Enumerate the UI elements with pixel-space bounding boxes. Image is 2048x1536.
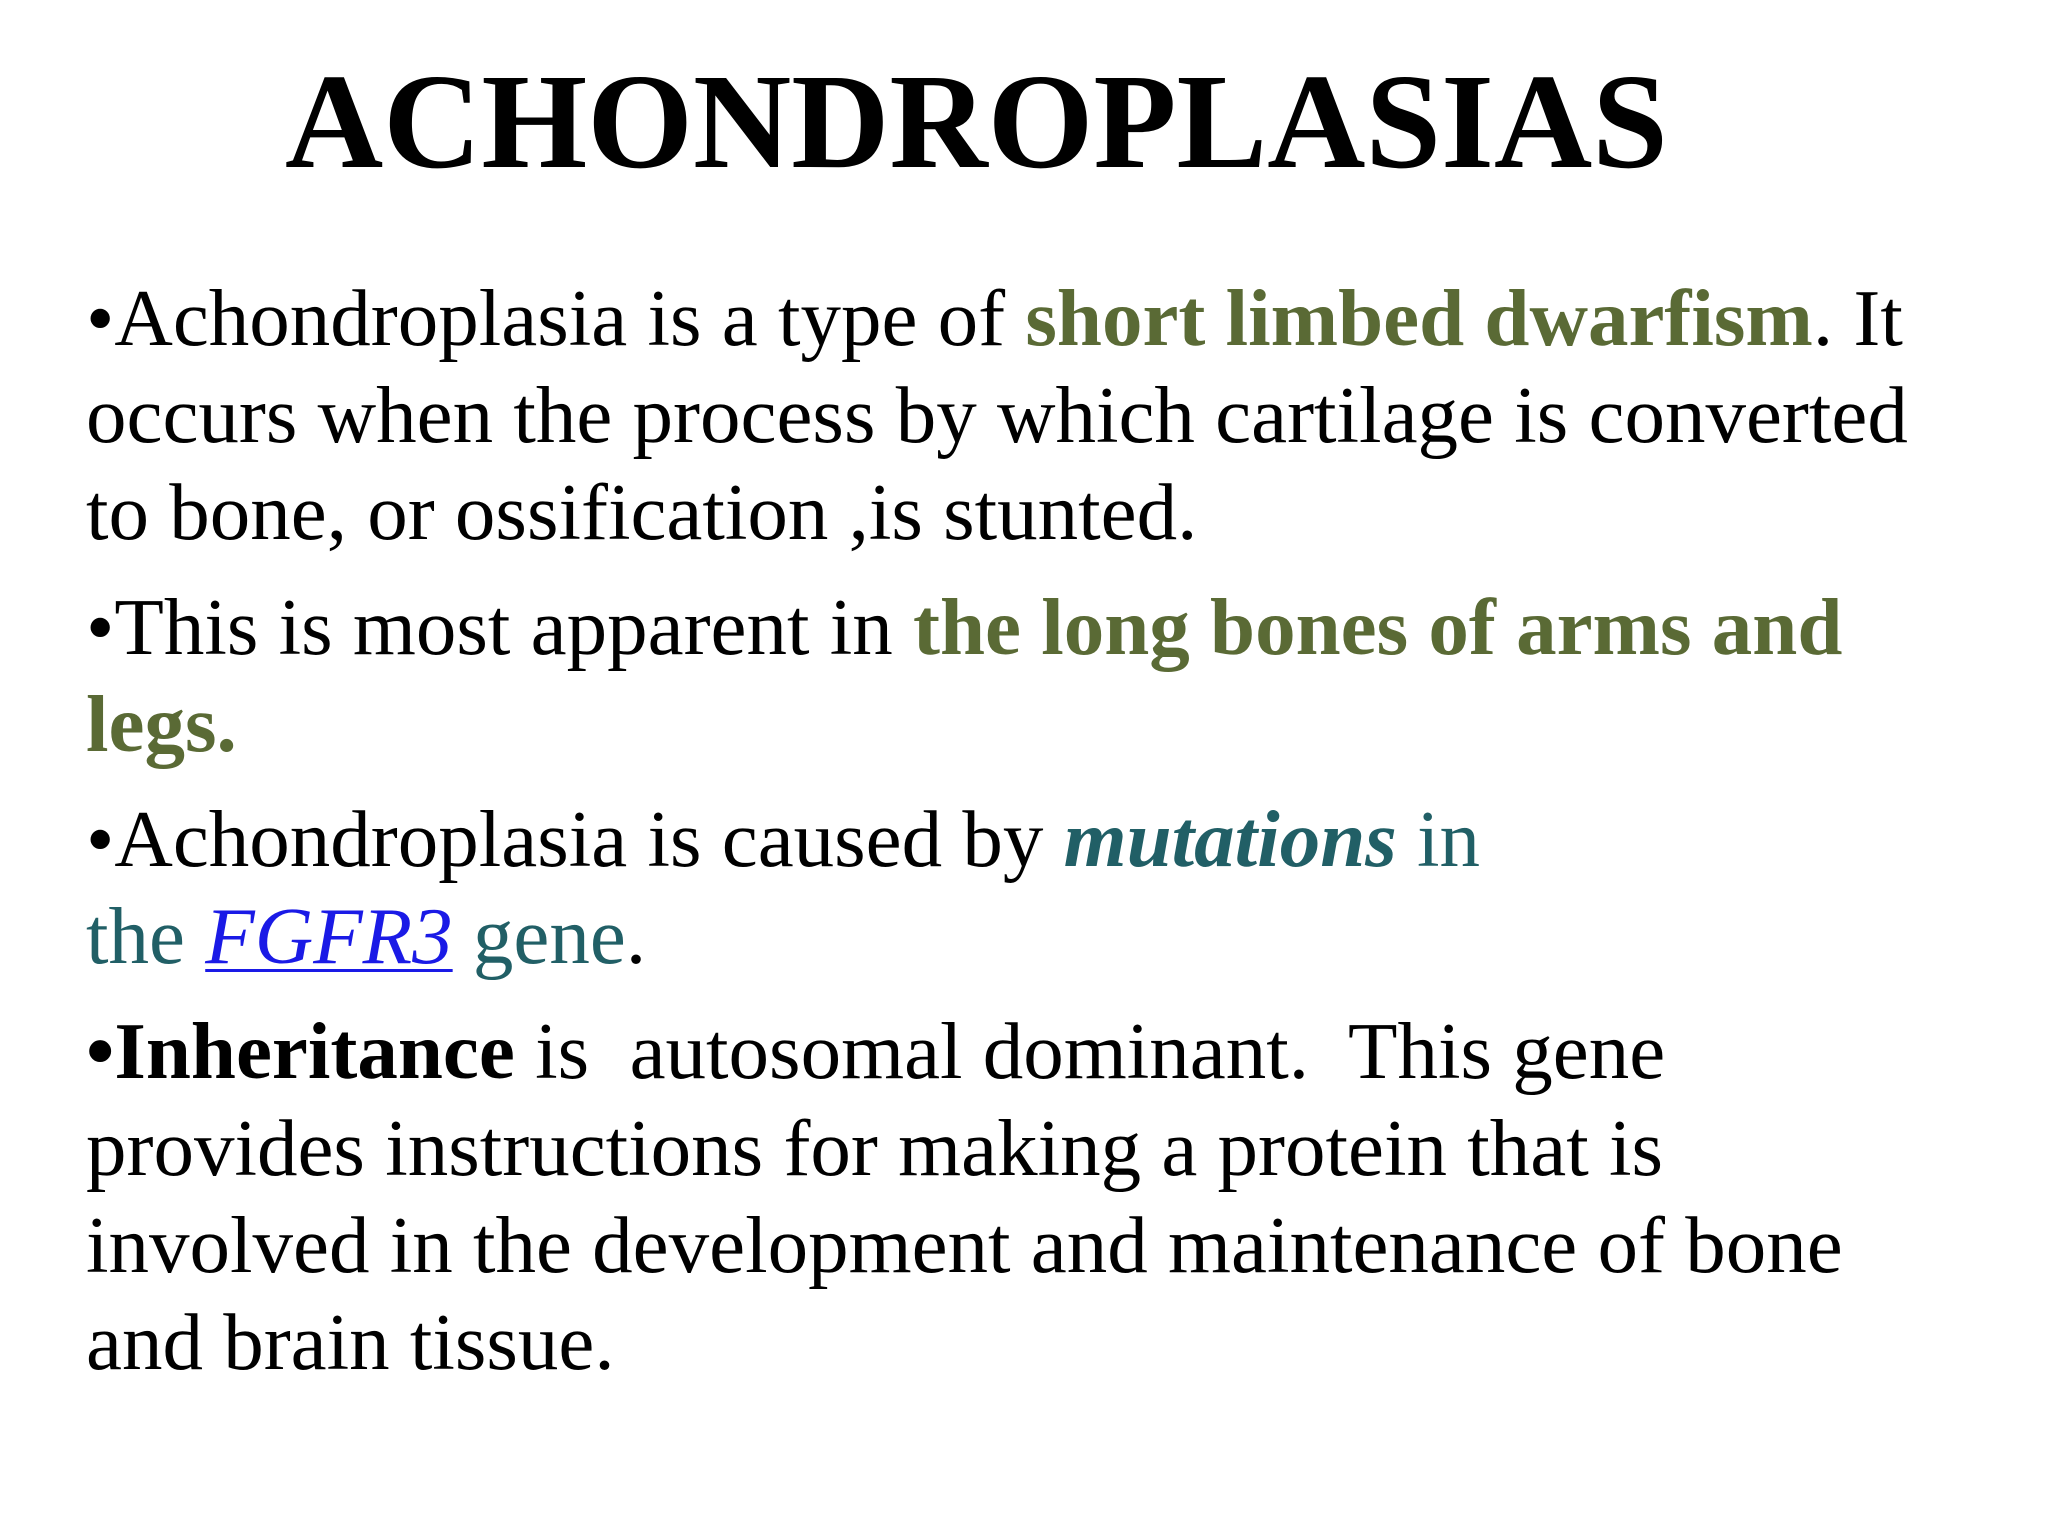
slide-title: ACHONDROPLASIAS <box>285 47 1668 197</box>
short-limbed-dwarfism-highlight: short limbed dwarfism <box>1025 273 1813 363</box>
definition-line-3: to bone, or ossification ,is stunted. <box>86 467 1198 557</box>
long-bones-line-1-text: •This is most apparent in <box>86 582 914 672</box>
inheritance-line-3: involved in the development and maintenance of bone <box>86 1200 1843 1290</box>
inheritance-line-2: provides instructions for making a protein that is <box>86 1103 1663 1193</box>
inheritance-bold-label: •Inheritance <box>86 1006 515 1096</box>
definition-line-2: occurs when the process by which cartilage is converted <box>86 370 1908 460</box>
bullet-cause <box>86 791 1986 985</box>
mutations-emphasis: mutations <box>1063 794 1397 884</box>
cause-line-2-text: the <box>86 891 206 981</box>
bullet-definition <box>86 270 1986 561</box>
cause-line-1-text: •Achondroplasia is caused by <box>86 794 1064 884</box>
fgfr3-gene-link[interactable]: FGFR3 <box>205 891 453 981</box>
long-bones-highlight: the long bones of arms and <box>913 582 1843 672</box>
slide-body <box>86 270 1986 1409</box>
inheritance-line-4: and brain tissue. <box>86 1297 615 1387</box>
cause-line-2-period: . <box>625 891 647 981</box>
bullet-long-bones <box>86 579 1986 773</box>
cause-line-1-end: in <box>1396 794 1481 884</box>
gene-word: gene <box>452 891 626 981</box>
definition-line-1-end: . It <box>1812 273 1903 363</box>
inheritance-line-1-text: is autosomal dominant. This gene <box>514 1006 1666 1096</box>
bullet-inheritance <box>86 1003 1986 1391</box>
legs-highlight: legs. <box>86 679 237 769</box>
definition-line-1-text: •Achondroplasia is a type of <box>86 273 1026 363</box>
